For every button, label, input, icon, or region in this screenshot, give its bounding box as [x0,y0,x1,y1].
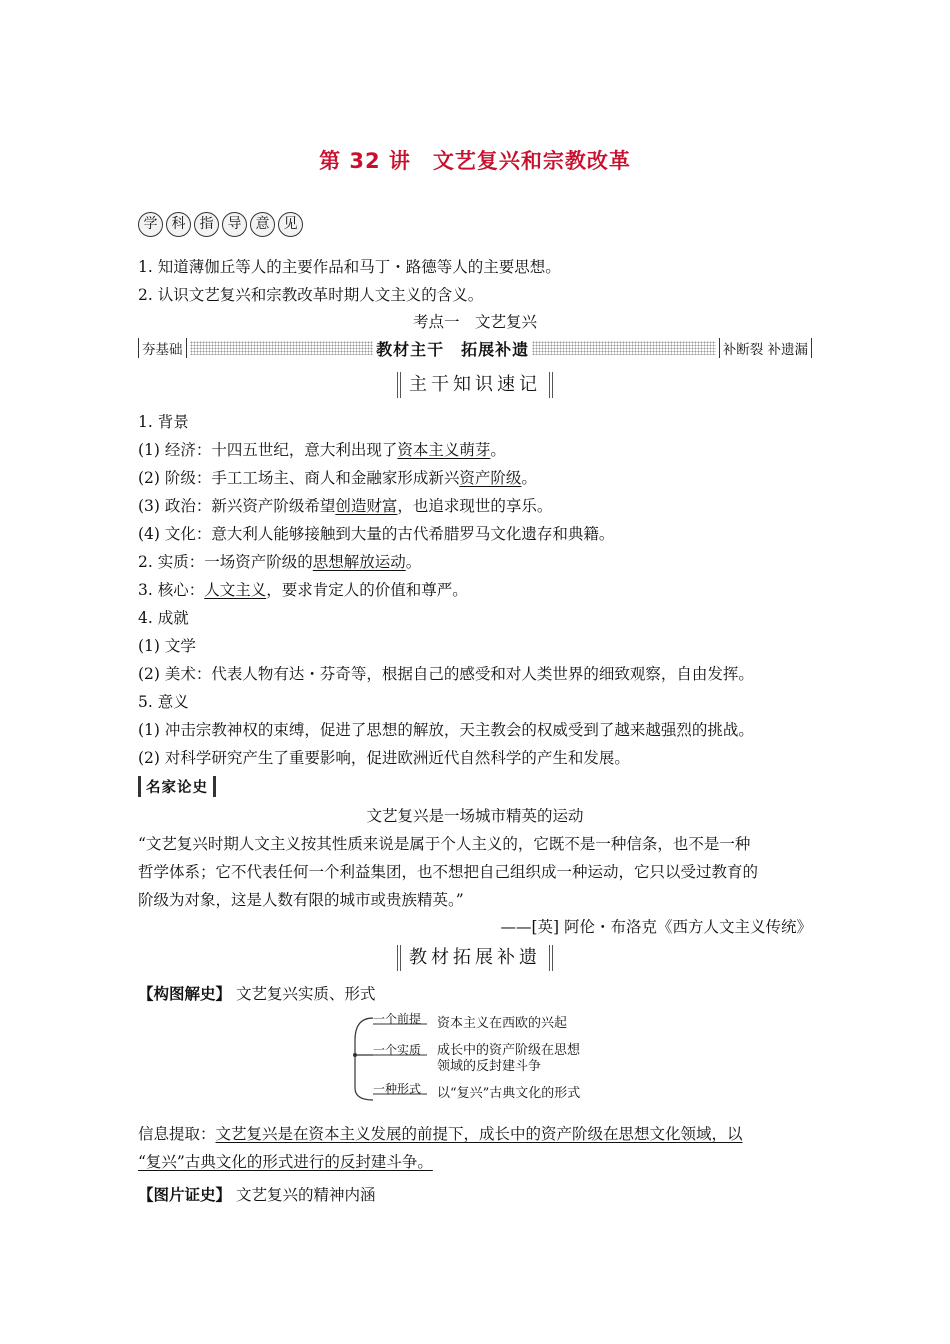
banner-dots-right [532,341,716,355]
text-segment: (2) 阶级：手工工场主、商人和金融家形成新兴 [138,469,460,487]
tupian-text: 文艺复兴的精神内涵 [235,1186,376,1204]
diagram-tag-premise: 一个前提 [373,1012,422,1026]
guide-line-2: 2. 认识文艺复兴和宗教改革时期人文主义的含义。 [138,286,484,304]
banner-right: 补断裂 补遗漏 [719,338,812,358]
text-segment: 。 [405,553,422,571]
mingjia-tag: 名家论史 [138,776,216,797]
section-heading-2-label: 教材拓展补遗 [397,945,553,971]
background-heading: 1. 背景 [138,413,189,431]
info-line-1 [138,1122,743,1144]
underlined-keyword: 资本主义萌芽 [397,441,491,459]
text-segment: 2. 实质：一场资产阶级的 [138,553,313,571]
core-line [138,578,468,600]
diagram-tag-form: 一种形式 [373,1082,422,1096]
badge-char: 意 [250,212,275,237]
quote-line-2: 哲学体系；它不代表任何一个利益集团，也不想把自己组织成一种运动，它只以受过教育的 [138,863,759,881]
underlined-keyword: 人文主义 [204,581,267,599]
tupian-label: 【图片证史】 [138,1186,232,1204]
text-segment: (1) 经济：十四五世纪，意大利出现了 [138,441,398,459]
text-segment: 。 [521,469,537,487]
quote-title: 文艺复兴是一场城市精英的运动 [366,807,584,825]
section-heading-1 [0,372,950,398]
goutu-line [138,982,375,1004]
underlined-keyword: 资产阶级 [459,469,522,487]
text-segment: (3) 政治：新兴资产阶级希望 [138,497,336,515]
badge-char: 见 [278,212,303,237]
achievement-heading: 4. 成就 [138,609,189,627]
goutu-label: 【构图解史】 [138,985,232,1003]
tupian-line [138,1183,375,1205]
background-item-3 [138,494,552,516]
diagram-text-premise: 资本主义在西欧的兴起 [437,1016,568,1031]
underlined-keyword: 思想解放运动 [312,553,406,571]
quote-line-1: “文艺复兴时期人文主义按其性质来说是属于个人主义的，它既不是一种信条，也不是一种 [138,835,751,853]
section-heading-1-label: 主干知识速记 [397,372,553,398]
structure-diagram [345,1010,635,1110]
section-heading-2 [0,945,950,971]
underlined-info: 文艺复兴是在资本主义发展的前提下，成长中的资产阶级在思想文化领域，以 [215,1125,743,1143]
banner-left: 夯基础 [138,338,187,358]
diagram-text-essence-1: 成长中的资产阶级在思想 [437,1043,581,1058]
badge-char: 导 [222,212,247,237]
text-segment: 。 [490,441,506,459]
achievement-item-2: (2) 美术：代表人物有达・芬奇等，根据自己的感受和对人类世界的细致观察，自由发挥。 [138,665,754,683]
significance-item-1: (1) 冲击宗教神权的束缚，促进了思想的解放，天主教会的权威受到了越来越强烈的挑战。 [138,721,754,739]
subject-guidance-badge [138,212,303,237]
info-line-2 [138,1150,433,1172]
text-segment: 3. 核心： [138,581,205,599]
goutu-text: 文艺复兴实质、形式 [235,985,376,1003]
background-item-4: (4) 文化：意大利人能够接触到大量的古代希腊罗马文化遗存和典籍。 [138,525,615,543]
text-segment: ，要求肯定人的价值和尊严。 [266,581,468,599]
text-segment: ，也追求现世的享乐。 [397,497,553,515]
badge-char: 科 [166,212,191,237]
diagram-tag-essence: 一个实质 [373,1043,422,1057]
background-item-2 [138,466,537,488]
underlined-info: “复兴”古典文化的形式进行的反封建斗争。 [138,1153,433,1171]
page-title: 第 32 讲 文艺复兴和宗教改革 [319,149,631,173]
diagram-text-essence-2: 领域的反封建斗争 [437,1059,542,1074]
underlined-keyword: 创造财富 [335,497,398,515]
achievement-item-1: (1) 文学 [138,637,196,655]
info-label: 信息提取： [138,1125,216,1143]
guide-line-1: 1. 知道薄伽丘等人的主要作品和马丁・路德等人的主要思想。 [138,258,561,276]
significance-item-2: (2) 对科学研究产生了重要影响，促进欧洲近代自然科学的产生和发展。 [138,749,630,767]
banner-center: 教材主干 拓展补遗 [376,339,530,359]
banner-dots-left [190,341,374,355]
quote-line-3: 阶级为对象，这是人数有限的城市或贵族精英。” [138,891,464,909]
background-item-1 [138,438,506,460]
diagram-text-form: 以“复兴”古典文化的形式 [437,1086,581,1101]
significance-heading: 5. 意义 [138,693,189,711]
badge-char: 指 [194,212,219,237]
quote-source: ——[英] 阿伦・布洛克《西方人文主义传统》 [500,918,812,936]
section-banner [138,338,812,358]
kaodian-heading: 考点一 文艺复兴 [412,313,537,331]
badge-char: 学 [138,212,163,237]
essence-line [138,550,421,572]
